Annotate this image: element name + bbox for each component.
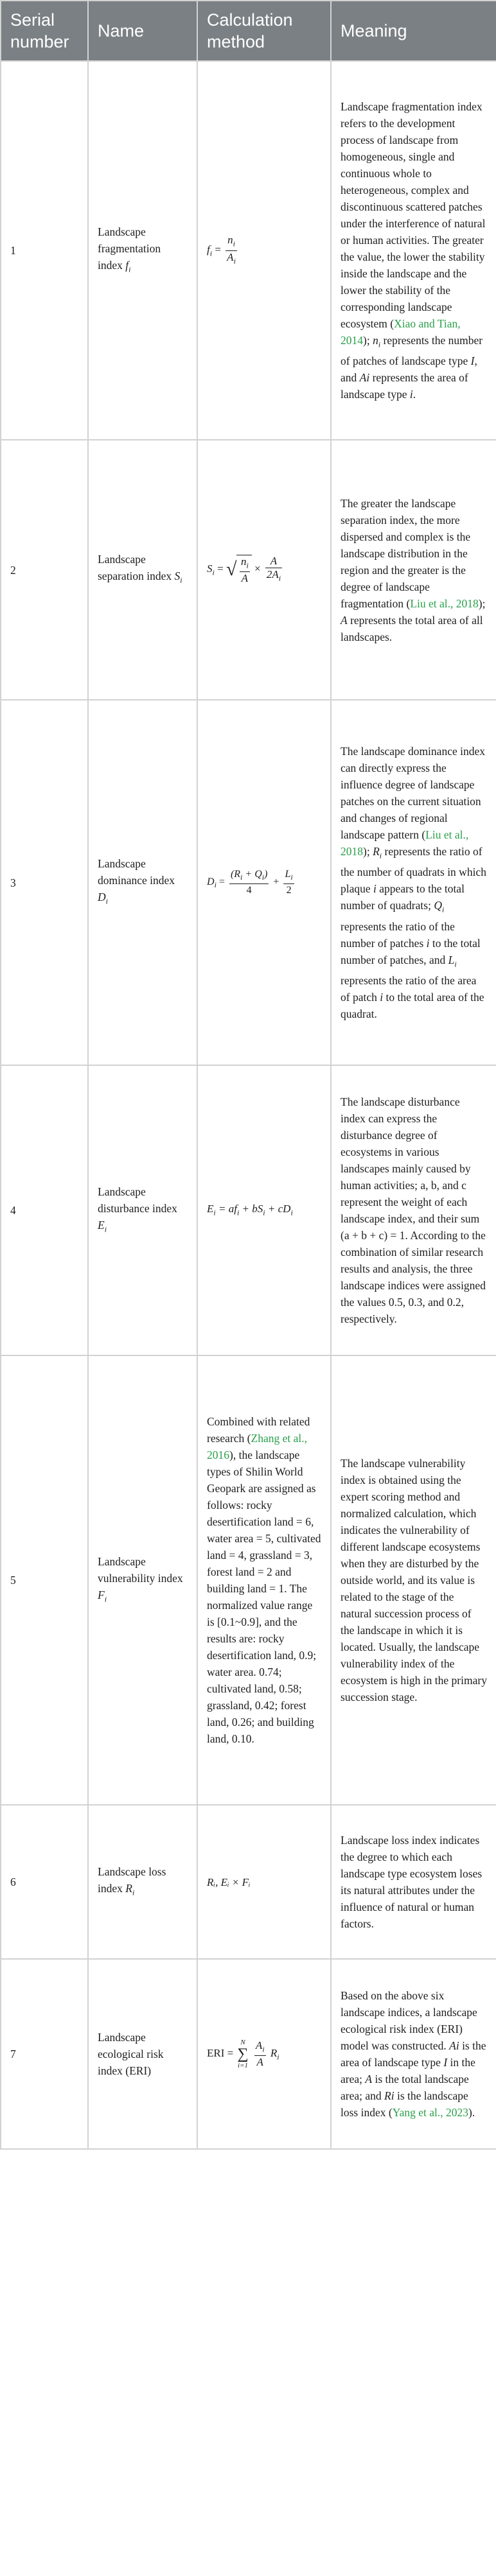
fraction: $\frac{A}{2A_i}$ [265, 555, 282, 584]
name-cell: Landscape dominance index $D_i$ [88, 700, 197, 1065]
citation-link[interactable]: Yang et al., 2023 [392, 2106, 468, 2119]
formula-cell [197, 61, 331, 440]
summation: N ∑ i=1 [237, 2039, 249, 2069]
meaning-cell: The landscape vulnerability index is obtained using the expert scoring method and normalized calculation, which indicates the vulnerability of different landscape ecosystems when they are disturbed by the outside world, and its value is related to the stage of the natural succession process of the landscape in which it is located. Usually, the landscape vulnerability index of the ecosystem is high in the primary succession stage. [331, 1355, 496, 1805]
table-row [1, 440, 496, 700]
serial-cell: 4 [1, 1065, 88, 1355]
header-calculation: Calculation method [197, 1, 331, 61]
name-cell: Landscape fragmentation index $f_i$ [88, 61, 197, 440]
name-cell: Landscape vulnerability index $F_i$ [88, 1355, 197, 1805]
formula: $D_i$ = $\frac{(R_i + Q_i)}{4}$ + $\frac{L_i}{2}$ [207, 868, 293, 896]
serial-cell: 3 [1, 700, 88, 1065]
table-row [1, 1805, 496, 1959]
name-cell: Landscape ecological risk index (ERI) [88, 1959, 197, 2149]
serial-cell: 2 [1, 440, 88, 700]
header-serial: Serial number [1, 1, 88, 61]
meaning-cell: Based on the above six landscape indices, a landscape ecological risk index (ERI) model was constructed. Ai is the area of landscape type I in the area; A is the total landscape area; and Ri is the landscape loss index (Yang et al., 2023). [331, 1959, 496, 2149]
table-row [1, 1065, 496, 1355]
serial-cell: 5 [1, 1355, 88, 1805]
serial-cell: 6 [1, 1805, 88, 1959]
meaning-cell: Landscape fragmentation index refers to the development process of landscape from homogeneous, single and continuous whole to heterogeneous, complex and discontinuous scattered patches under the interference of natural or human activities. The greater the value, the lower the stability inside the landscape and the lower the stability of the corresponding landscape ecosystem (Xiao and Tian, 2014); $n_i$ represents the number of patches of landscape type I, and Ai represents the area of landscape type i. [331, 61, 496, 440]
formula-cell [197, 700, 331, 1065]
citation-link[interactable]: Zhang et al., 2016 [207, 1432, 307, 1461]
table-row [1, 700, 496, 1065]
name-cell: Landscape disturbance index $E_i$ [88, 1065, 197, 1355]
formula-cell [197, 1065, 331, 1355]
citation-link[interactable]: Liu et al., 2018 [341, 828, 469, 858]
meaning-cell: Landscape loss index indicates the degree to which each landscape type ecosystem loses its natural attributes under the influence of natural or human factors. [331, 1805, 496, 1959]
serial-cell: 1 [1, 61, 88, 440]
serial-cell: 7 [1, 1959, 88, 2149]
calculation-text-cell: Combined with related research (Zhang et al., 2016), the landscape types of Shilin World Geopark are assigned as follows: rocky desertification land = 6, water area = 5, cultivated land = 4, grassland = 3, forest land = 2 and building land = 1. The normalized value range is [0.1~0.9], and the results are: rocky desertification land, 0.9; water area. 0.74; cultivated land, 0.58; grassland, 0.42; forest land, 0.26; and building land, 0.10. [197, 1355, 331, 1805]
citation-link[interactable]: Xiao and Tian, 2014 [341, 317, 461, 347]
formula: ERI = N ∑ i=1 $\frac{A_i}{A}$ $R_i$ [207, 2039, 279, 2069]
formula-cell [197, 1959, 331, 2149]
formula-cell [197, 1805, 331, 1959]
fraction: $\frac{L_i}{2}$ [285, 868, 293, 896]
name-cell: Landscape loss index $R_i$ [88, 1805, 197, 1959]
meaning-cell: The landscape dominance index can directly express the influence degree of landscape patches on the current situation and changes of regional landscape pattern (Liu et al., 2018); $R_i$ represents the ratio of the number of quadrats in which plaque i appears to the total number of quadrats; $Q_i$ represents the ratio of the number of patches i to the total number of patches, and $L_i$ represents the ratio of the area of patch i to the total area of the quadrat. [331, 700, 496, 1065]
meaning-cell: The landscape disturbance index can express the disturbance degree of ecosystems in various landscapes mainly caused by human activities; a, b, and c represent the weight of each landscape index, and their sum (a + b + c) = 1. According to the combination of similar research results and analysis, the three landscape indices were assigned the values 0.5, 0.3, and 0.2, respectively. [331, 1065, 496, 1355]
formula-cell [197, 440, 331, 700]
formula: $f_i$ = $\frac{n_i}{A_i}$ [207, 243, 239, 256]
header-row [1, 1, 496, 61]
formula: $S_i$ = √ $\frac{n_i}{A}$ × $\frac{A}{2A_i}$ [207, 555, 281, 585]
formula: $E_i = af_i + bS_i + cD_i$ [207, 1202, 293, 1217]
fraction: $\frac{n_i}{A_i}$ [226, 234, 237, 267]
meaning-cell: The greater the landscape separation index, the more dispersed and complex is the landscape distribution in the region and the greater is the degree of landscape fragmentation (Liu et al., 2018); A represents the total area of all landscapes. [331, 440, 496, 700]
header-name: Name [88, 1, 197, 61]
citation-link[interactable]: Liu et al., 2018 [410, 596, 479, 610]
table-row [1, 1355, 496, 1805]
square-root: √ $\frac{n_i}{A}$ [226, 555, 252, 585]
header-meaning: Meaning [331, 1, 496, 61]
name-cell: Landscape separation index $S_i$ [88, 440, 197, 700]
table-row [1, 61, 496, 440]
fraction: $\frac{A_i}{A}$ [255, 2039, 265, 2069]
fraction: $\frac{(R_i + Q_i)}{4}$ [230, 868, 268, 896]
formula: Rᵢ, Eᵢ × Fᵢ [207, 1875, 251, 1888]
table-row [1, 1959, 496, 2149]
